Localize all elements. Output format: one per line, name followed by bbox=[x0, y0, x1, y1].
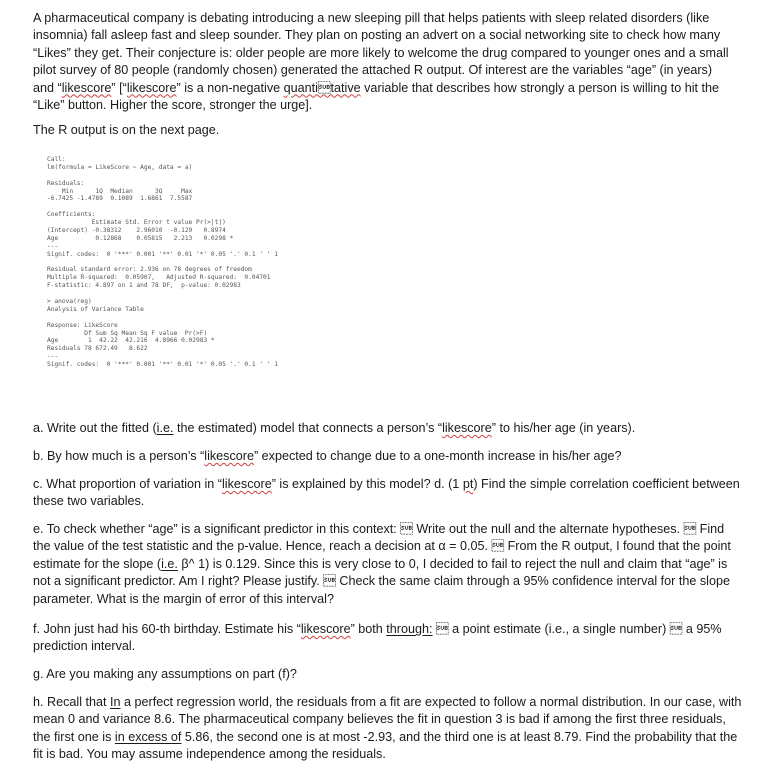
flagged-word: i.e. bbox=[161, 556, 178, 571]
flagged-word: likescore bbox=[204, 449, 254, 463]
r-output-line: lm(formula = LikeScore ~ Age, data = a) bbox=[47, 163, 193, 171]
r-output-line: --- bbox=[47, 353, 59, 361]
r-output-line bbox=[47, 203, 427, 211]
r-output-line: Estimate Std. Error t value Pr(>|t|) bbox=[47, 219, 226, 227]
r-output-line bbox=[47, 290, 427, 298]
r-output-line: F-statistic: 4.897 on 1 and 78 DF, p-value: 0.02983 bbox=[47, 282, 241, 290]
question-h bbox=[33, 694, 743, 764]
flagged-word: quantitative bbox=[283, 80, 361, 95]
flagged-word: in excess of bbox=[114, 729, 182, 744]
intro-text: ” is a non-negative bbox=[176, 80, 284, 95]
r-output-line: Residuals 78 672.49 8.622 bbox=[47, 345, 148, 353]
question-text: e. To check whether “age” is a significant predictor in this context:  Write out the null and the alternate hypotheses.  Find the value of the test statistic and the p-value. Hence, reach a decision at α = 0.05.  From the R output, I found that the point estimate for the slope ( bbox=[33, 522, 731, 571]
r-output-line bbox=[47, 259, 427, 267]
r-output-line: Age 0.12868 0.05815 2.213 0.0298 * bbox=[47, 234, 234, 242]
question-text: h. Recall that bbox=[33, 695, 111, 709]
r-output-line: Analysis of Variance Table bbox=[47, 305, 144, 313]
question-text: ” both bbox=[350, 622, 387, 636]
r-output-line bbox=[47, 314, 427, 322]
flagged-word: through: bbox=[386, 622, 433, 636]
question-f bbox=[33, 621, 743, 656]
question-b bbox=[33, 448, 743, 465]
flagged-word: In bbox=[110, 695, 121, 709]
question-text: a. Write out the fitted ( bbox=[33, 421, 157, 435]
flagged-word: likescore bbox=[300, 622, 351, 636]
r-output-line: Signif. codes: 0 '***' 0.001 '**' 0.01 '*' 0.05 '.' 0.1 ' ' 1 bbox=[47, 361, 278, 369]
question-a bbox=[33, 420, 743, 437]
flagged-word: likescore bbox=[442, 421, 492, 435]
r-output-line: Multiple R-squared: 0.05907, Adjusted R-squared: 0.04701 bbox=[47, 274, 271, 282]
question-text: g. Are you making any assumptions on part (f)? bbox=[33, 667, 297, 681]
r-output-line: Coefficients: bbox=[47, 211, 96, 219]
question-text: f. John just had his 60-th birthday. Estimate his “ bbox=[33, 622, 301, 636]
r-output-line: Call: bbox=[47, 156, 66, 163]
flagged-word: likescore bbox=[61, 80, 112, 95]
r-output-line: Age 1 42.22 42.216 4.8966 0.02983 * bbox=[47, 337, 215, 345]
r-output-line: Df Sum Sq Mean Sq F value Pr(>F) bbox=[47, 329, 208, 337]
question-text: a perfect regression world, the residuals from a fit are expected to follow a normal distribution. In our case, with mean 0 and variance 8.6. The pharmaceutical company believes the fit in question 3 is bad if among the first three residuals, the first one is bbox=[33, 695, 742, 744]
question-text:  a point estimate (i.e., a single number)  a 95% prediction interval. bbox=[33, 622, 722, 654]
question-e bbox=[33, 521, 743, 608]
question-text: β^ 1) is 0.129. Since this is very close to 0, I decided to fail to reject the null and claim that “age” is not a significant predictor. Am I right? Please justify.  Check the same claim through a 95% confidence interval for the slope parameter. What is the margin of error of this interval? bbox=[33, 556, 730, 606]
flagged-word: i.e. bbox=[156, 421, 174, 435]
next-page-note: The R output is on the next page. bbox=[33, 123, 220, 137]
r-output-line: --- bbox=[47, 242, 59, 250]
flagged-word: pt bbox=[462, 477, 474, 491]
question-g bbox=[33, 666, 743, 683]
r-output-line: Residuals: bbox=[47, 179, 85, 187]
question-text: c. What proportion of variation in “ bbox=[33, 477, 222, 491]
question-c-d bbox=[33, 476, 743, 511]
intro-text: variable that describes how strongly a person is willing to hit the “Like” button. Higher the score, stronger the urge]. bbox=[33, 80, 720, 113]
r-output-line: (Intercept) -0.38312 2.96010 -0.129 0.8974 bbox=[47, 227, 226, 235]
r-output-block bbox=[47, 156, 427, 369]
r-output-line: -6.7425 -1.4789 0.1089 1.6861 7.5587 bbox=[47, 195, 193, 203]
question-text: ” is explained by this model? d. (1 bbox=[271, 477, 463, 491]
flagged-word: likescore bbox=[222, 477, 272, 491]
r-output-line: Residual standard error: 2.936 on 78 degrees of freedom bbox=[47, 266, 252, 274]
r-output-line: > anova(reg) bbox=[47, 298, 92, 306]
r-output-line bbox=[47, 172, 427, 180]
r-output-line: Signif. codes: 0 '***' 0.001 '**' 0.01 '*' 0.05 '.' 0.1 ' ' 1 bbox=[47, 250, 278, 258]
question-text: b. By how much is a person’s “ bbox=[33, 449, 205, 463]
question-text: ” to his/her age (in years). bbox=[491, 421, 636, 435]
question-text: 5.86, the second one is at most -2.93, and the third one is at least 8.79. Find the probability that the fit is bad. You may assume independence among the residuals. bbox=[33, 729, 738, 762]
intro-text: A pharmaceutical company is debating introducing a new sleeping pill that helps patients with sleep related disorders (like insomnia) fall asleep fast and sleep sounder. They plan on posting an advert on a social networking site to check how many “Likes” they get. Their conjecture is: older people are more likely to welcome the drug compared to younger ones and a small pilot survey of 80 people (randomly chosen) generated the attached R output. Of interest are the variables “age” (in years) and “ bbox=[33, 11, 729, 95]
question-text: ” expected to change due to a one-month increase in his/her age? bbox=[253, 449, 622, 463]
r-output-line: Response: LikeScore bbox=[47, 321, 118, 329]
question-text: the estimated) model that connects a person’s “ bbox=[173, 421, 443, 435]
flagged-word: likescore bbox=[126, 80, 177, 95]
r-output-line: Min 1Q Median 3Q Max bbox=[47, 187, 193, 195]
intro-text: ” [“ bbox=[111, 80, 127, 95]
intro-paragraph bbox=[33, 10, 733, 114]
question-text: ) Find the simple correlation coefficient between these two variables. bbox=[33, 477, 740, 509]
